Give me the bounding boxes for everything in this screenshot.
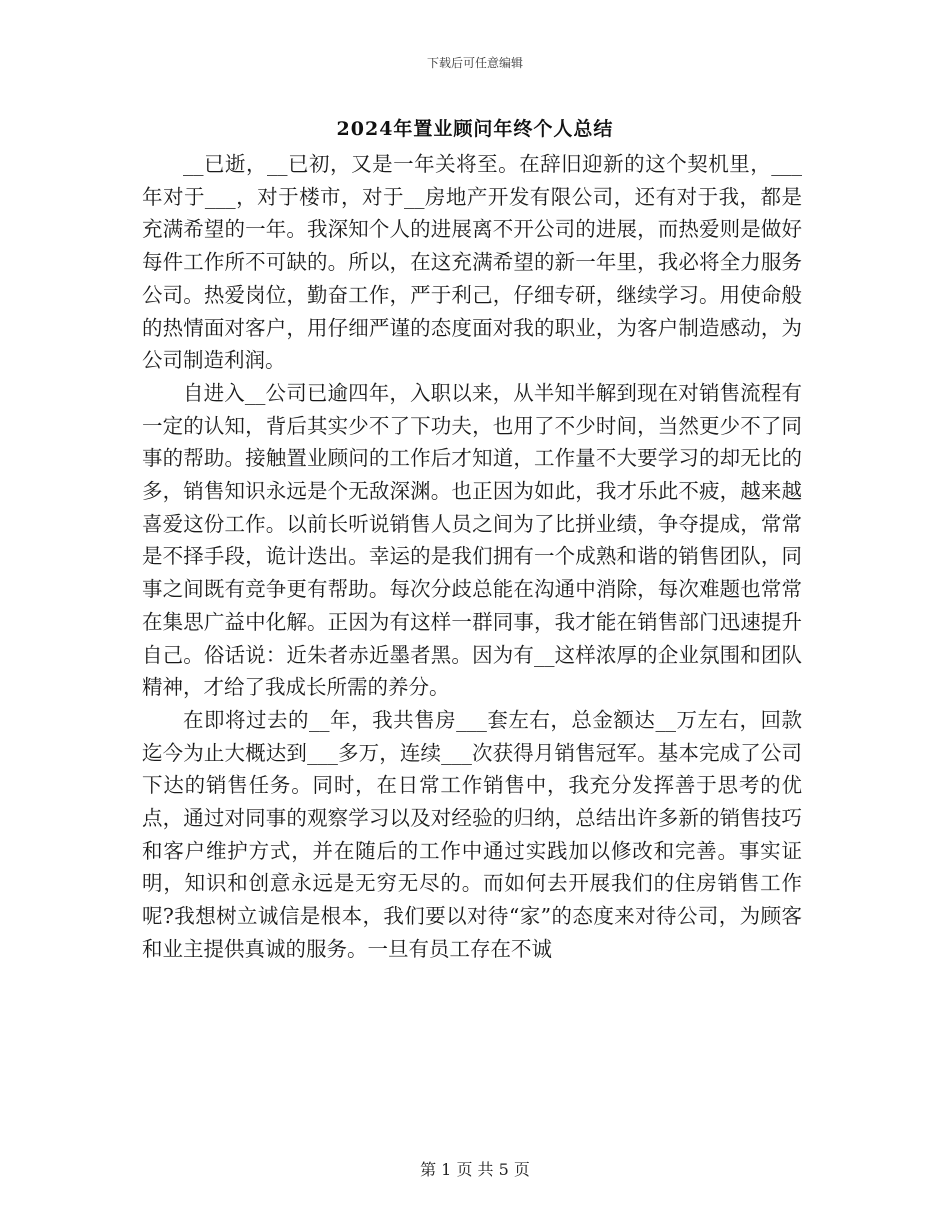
paragraph-1: __已逝，__已初，又是一年关将至。在辞旧迎新的这个契机里，___年对于___，对于楼市，对于__房地产开发有限公司，还有对于我，都是充满希望的一年。我深知个人的进展离不开公司的进展，而热爱则是做好每件工作所不可缺的。所以，在这充满希望的新一年里，我必将全力服务公司。热爱岗位，勤奋工作，严于利己，仔细专研，继续学习。用使命般的热情面对客户，用仔细严谨的态度面对我的职业，为客户制造感动，为公司制造利润。 xyxy=(142,152,802,373)
header-note: 下载后可任意编辑 xyxy=(426,56,523,70)
page-footer: 第 1 页 共 5 页 xyxy=(420,1160,530,1179)
document-title: 2024年置业顾问年终个人总结 xyxy=(336,118,614,140)
paragraph-2: 自进入__公司已逾四年，入职以来，从半知半解到现在对销售流程有一定的认知，背后其实少不了下功夫，也用了不少时间，当然更少不了同事的帮助。接触置业顾问的工作后才知道，工作量不大要学习的却无比的多，销售知识永远是个无敌深渊。也正因为如此，我才乐此不疲，越来越喜爱这份工作。以前长听说销售人员之间为了比拼业绩，争夺提成，常常是不择手段，诡计迭出。幸运的是我们拥有一个成熟和谐的销售团队，同事之间既有竞争更有帮助。每次分歧总能在沟通中消除，每次难题也常常在集思广益中化解。正因为有这样一群同事，我才能在销售部门迅速提升自己。俗话说：近朱者赤近墨者黑。因为有__这样浓厚的企业氛围和团队精神，才给了我成长所需的养分。 xyxy=(142,380,802,700)
paragraph-3: 在即将过去的__年，我共售房___套左右，总金额达__万左右，回款迄今为止大概达到___多万，连续___次获得月销售冠军。基本完成了公司下达的销售任务。同时，在日常工作销售中，我充分发挥善于思考的优点，通过对同事的观察学习以及对经验的归纳，总结出许多新的销售技巧和客户维护方式，并在随后的工作中通过实践加以修改和完善。事实证明，知识和创意永远是无穷无尽的。而如何去开展我们的住房销售工作呢?我想树立诚信是根本，我们要以对待“家”的态度来对待公司，为顾客和业主提供真诚的服务。一旦有员工存在不诚 xyxy=(142,707,802,961)
document-body xyxy=(142,148,802,966)
